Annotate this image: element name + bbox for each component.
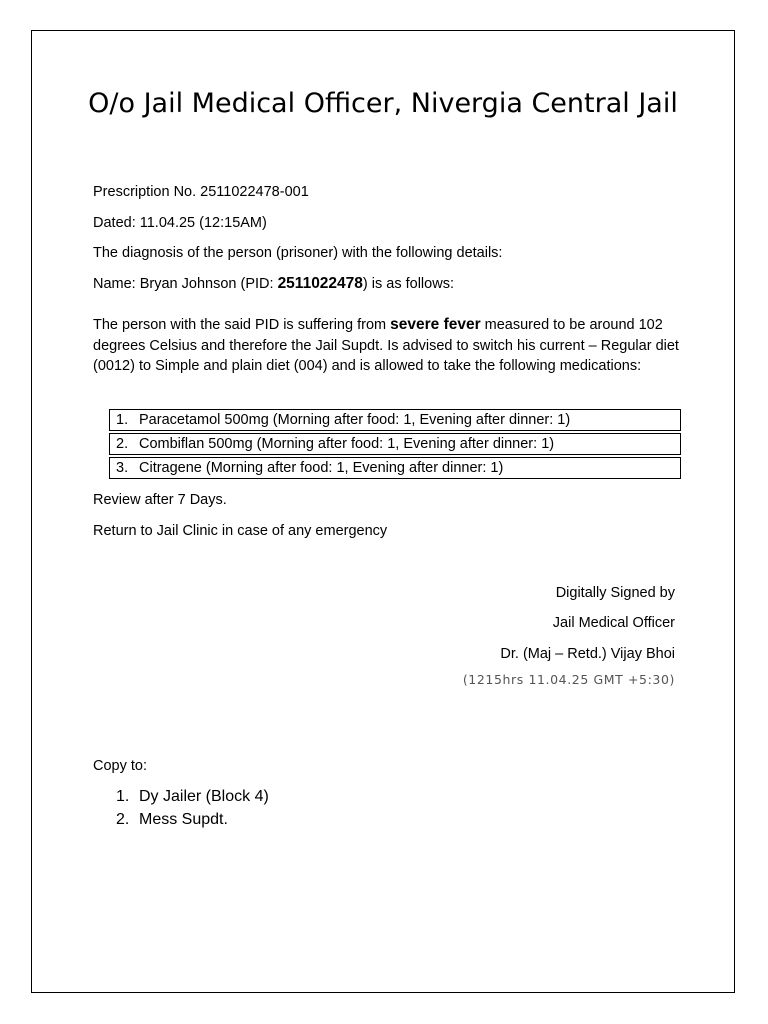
medication-number: 2. bbox=[116, 436, 129, 452]
signature-line-name: Dr. (Maj – Retd.) Vijay Bhoi bbox=[500, 646, 675, 662]
prescription-number: Prescription No. 2511022478-001 bbox=[93, 184, 309, 200]
copy-to-number: 1. bbox=[116, 788, 130, 805]
copy-to-number: 2. bbox=[116, 811, 130, 828]
patient-pid: 2511022478 bbox=[277, 275, 363, 292]
medication-text: Combiflan 500mg (Morning after food: 1, Evening after dinner: 1) bbox=[139, 436, 555, 452]
name-prefix: Name: Bryan Johnson (PID: bbox=[93, 276, 278, 292]
medication-number: 3. bbox=[116, 460, 129, 476]
name-suffix: ) is as follows: bbox=[362, 276, 454, 292]
review-note: Review after 7 Days. bbox=[93, 492, 227, 508]
signature-line-title: Jail Medical Officer bbox=[552, 615, 675, 631]
paragraph-before: The person with the said PID is suffering from bbox=[93, 317, 391, 333]
copy-to-text: Dy Jailer (Block 4) bbox=[139, 788, 269, 805]
paragraph-after: measured to be around 102 degrees Celsius and therefore the Jail Supdt. Is advised to switch his current – Regular diet (0012) to Simple and plain diet (004) and is allowed to take the following medications: bbox=[93, 317, 679, 374]
signature-line-signed: Digitally Signed by bbox=[555, 585, 675, 601]
copy-to-item bbox=[116, 786, 269, 808]
medication-row bbox=[109, 457, 681, 479]
copy-to-label: Copy to: bbox=[93, 758, 147, 774]
signature-timestamp: (1215hrs 11.04.25 GMT +5:30) bbox=[462, 672, 675, 687]
medication-text: Paracetamol 500mg (Morning after food: 1, Evening after dinner: 1) bbox=[139, 412, 571, 428]
prescription-date: Dated: 11.04.25 (12:15AM) bbox=[93, 215, 267, 231]
document-title: O/o Jail Medical Officer, Nivergia Central Jail bbox=[88, 88, 678, 119]
emergency-note: Return to Jail Clinic in case of any emergency bbox=[93, 523, 388, 539]
page-border bbox=[31, 30, 735, 993]
medication-number: 1. bbox=[116, 412, 129, 428]
patient-name-line bbox=[93, 274, 454, 294]
diagnosis-intro: The diagnosis of the person (prisoner) with the following details: bbox=[93, 245, 503, 261]
medication-text: Citragene (Morning after food: 1, Evening after dinner: 1) bbox=[139, 460, 504, 476]
diagnosis-paragraph bbox=[93, 315, 683, 377]
copy-to-text: Mess Supdt. bbox=[139, 811, 228, 828]
paragraph-emphasis: severe fever bbox=[390, 316, 481, 333]
medication-row bbox=[109, 409, 681, 431]
copy-to-item bbox=[116, 809, 228, 831]
medication-row bbox=[109, 433, 681, 455]
